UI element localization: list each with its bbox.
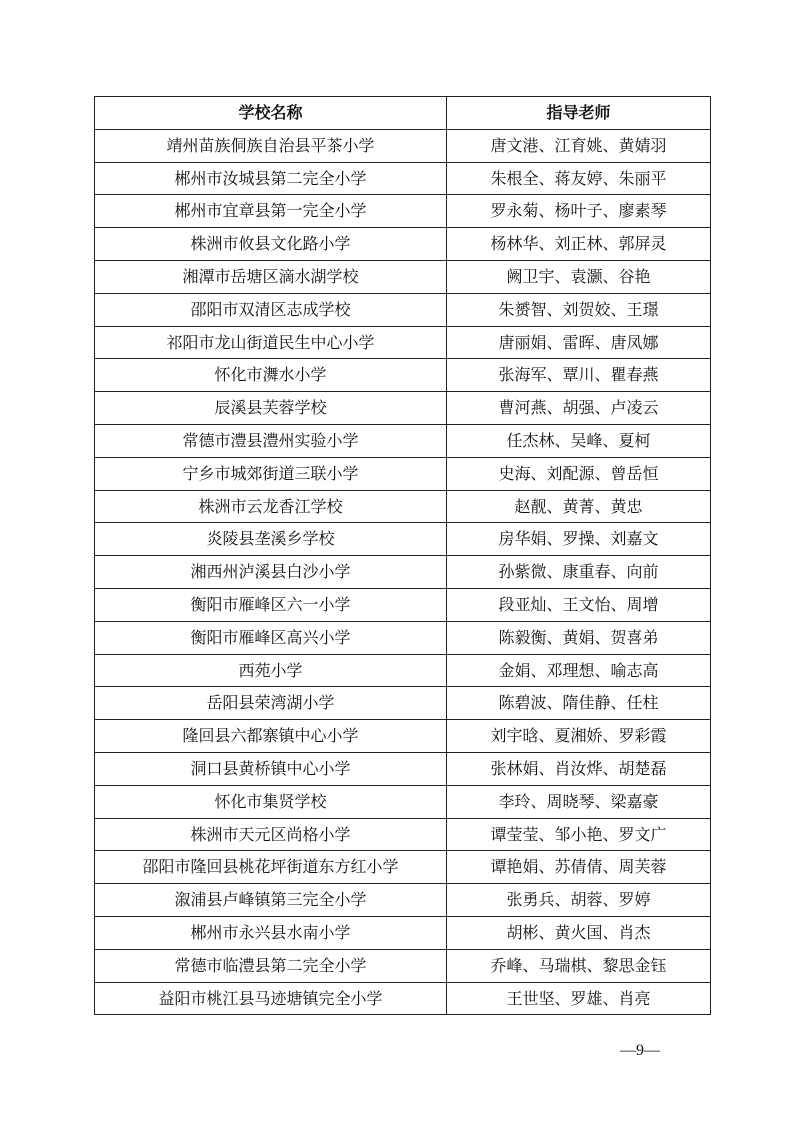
table-row (95, 720, 711, 753)
table-row (95, 884, 711, 917)
school-name-cell: 祁阳市龙山街道民生中心小学 (95, 326, 447, 359)
table-row (95, 752, 711, 785)
teachers-cell: 朱赟智、刘贺姣、王璟 (447, 293, 711, 326)
column-header-school-name: 学校名称 (95, 97, 447, 130)
teachers-cell: 唐丽娟、雷晖、唐凤娜 (447, 326, 711, 359)
school-name-cell: 靖州苗族侗族自治县平茶小学 (95, 129, 447, 162)
table-row (95, 982, 711, 1015)
teachers-cell: 刘宇晗、夏湘娇、罗彩霞 (447, 720, 711, 753)
table-row (95, 228, 711, 261)
table-row (95, 326, 711, 359)
school-name-cell: 辰溪县芙蓉学校 (95, 392, 447, 425)
page-number: —9— (620, 1042, 660, 1059)
table-row (95, 359, 711, 392)
table-row (95, 916, 711, 949)
teachers-cell: 任杰林、吴峰、夏柯 (447, 424, 711, 457)
school-name-cell: 西苑小学 (95, 654, 447, 687)
teachers-cell: 朱根全、蒋友婷、朱丽平 (447, 162, 711, 195)
teachers-cell: 张勇兵、胡蓉、罗婷 (447, 884, 711, 917)
teachers-cell: 李玲、周晓琴、梁嘉豪 (447, 785, 711, 818)
table-row (95, 392, 711, 425)
column-header-teachers: 指导老师 (447, 97, 711, 130)
teachers-cell: 杨林华、刘正林、郭屏灵 (447, 228, 711, 261)
table-row (95, 424, 711, 457)
table-row (95, 621, 711, 654)
school-name-cell: 株洲市天元区尚格小学 (95, 818, 447, 851)
teachers-cell: 张海军、覃川、瞿春燕 (447, 359, 711, 392)
school-name-cell: 株洲市云龙香江学校 (95, 490, 447, 523)
teachers-cell: 孙紫微、康重春、向前 (447, 556, 711, 589)
table-row (95, 785, 711, 818)
teachers-cell: 王世坚、罗雄、肖亮 (447, 982, 711, 1015)
school-name-cell: 怀化市集贤学校 (95, 785, 447, 818)
school-name-cell: 邵阳市隆回县桃花坪街道东方红小学 (95, 851, 447, 884)
school-name-cell: 隆回县六都寨镇中心小学 (95, 720, 447, 753)
teachers-cell: 罗永菊、杨叶子、廖素琴 (447, 195, 711, 228)
school-name-cell: 衡阳市雁峰区高兴小学 (95, 621, 447, 654)
teachers-cell: 陈碧波、隋佳静、任柱 (447, 687, 711, 720)
teachers-cell: 谭莹莹、邹小艳、罗文广 (447, 818, 711, 851)
school-name-cell: 宁乡市城郊街道三联小学 (95, 457, 447, 490)
table-body (95, 129, 711, 1015)
school-name-cell: 洞口县黄桥镇中心小学 (95, 752, 447, 785)
table-row (95, 851, 711, 884)
teachers-cell: 金娟、邓理想、喻志高 (447, 654, 711, 687)
teachers-cell: 陈毅衡、黄娟、贺喜弟 (447, 621, 711, 654)
school-name-cell: 湘西州泸溪县白沙小学 (95, 556, 447, 589)
table-row (95, 654, 711, 687)
school-name-cell: 郴州市永兴县水南小学 (95, 916, 447, 949)
school-name-cell: 怀化市㵲水小学 (95, 359, 447, 392)
school-name-cell: 溆浦县卢峰镇第三完全小学 (95, 884, 447, 917)
teachers-cell: 谭艳娟、苏倩倩、周芙蓉 (447, 851, 711, 884)
school-name-cell: 郴州市宜章县第一完全小学 (95, 195, 447, 228)
school-teacher-table-container (94, 96, 710, 1015)
school-name-cell: 炎陵县垄溪乡学校 (95, 523, 447, 556)
table-row (95, 588, 711, 621)
school-name-cell: 邵阳市双清区志成学校 (95, 293, 447, 326)
teachers-cell: 房华娟、罗操、刘嘉文 (447, 523, 711, 556)
school-name-cell: 益阳市桃江县马迹塘镇完全小学 (95, 982, 447, 1015)
school-name-cell: 常德市澧县澧州实验小学 (95, 424, 447, 457)
school-name-cell: 常德市临澧县第二完全小学 (95, 949, 447, 982)
school-name-cell: 衡阳市雁峰区六一小学 (95, 588, 447, 621)
table-row (95, 129, 711, 162)
table-row (95, 260, 711, 293)
table-row (95, 195, 711, 228)
school-name-cell: 株洲市攸县文化路小学 (95, 228, 447, 261)
school-name-cell: 郴州市汝城县第二完全小学 (95, 162, 447, 195)
table-row (95, 818, 711, 851)
table-row (95, 457, 711, 490)
teachers-cell: 乔峰、马瑞棋、黎思金钰 (447, 949, 711, 982)
table-row (95, 162, 711, 195)
teachers-cell: 段亚灿、王文怡、周增 (447, 588, 711, 621)
teachers-cell: 阙卫宇、袁灏、谷艳 (447, 260, 711, 293)
table-row (95, 687, 711, 720)
teachers-cell: 唐文港、江育姚、黄婧羽 (447, 129, 711, 162)
table-row (95, 949, 711, 982)
school-name-cell: 湘潭市岳塘区滴水湖学校 (95, 260, 447, 293)
school-name-cell: 岳阳县荣湾湖小学 (95, 687, 447, 720)
school-teacher-table (94, 96, 711, 1015)
table-row (95, 523, 711, 556)
table-header-row (95, 97, 711, 130)
table-row (95, 556, 711, 589)
teachers-cell: 胡彬、黄火国、肖杰 (447, 916, 711, 949)
teachers-cell: 史海、刘配源、曾岳恒 (447, 457, 711, 490)
teachers-cell: 张林娟、肖汝烨、胡楚磊 (447, 752, 711, 785)
teachers-cell: 曹河燕、胡强、卢凌云 (447, 392, 711, 425)
table-row (95, 490, 711, 523)
teachers-cell: 赵靓、黄菁、黄忠 (447, 490, 711, 523)
table-row (95, 293, 711, 326)
